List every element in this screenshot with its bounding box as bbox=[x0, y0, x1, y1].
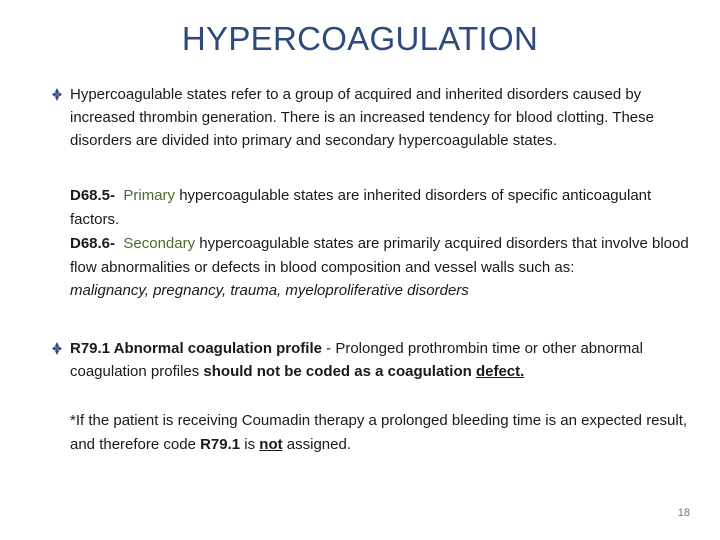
bullet-text: Hypercoagulable states refer to a group of acquired and inherited disorders caused by increased thrombin generation. There is an increased tendency for blood clotting. These disorders are divided into primary and secondary hypercoagulable states. bbox=[70, 86, 654, 149]
d68-6-examples: malignancy, pregnancy, trauma, myeloproliferative disorders bbox=[70, 282, 469, 299]
d68-6-description: hypercoagulable states are primarily acquired disorders that involve blood flow abnormalities or defects in blood composition and vessel walls such as: bbox=[70, 235, 689, 276]
code-d68-5: D68.5- bbox=[70, 187, 116, 204]
primary-label: Primary bbox=[123, 187, 176, 204]
diamond-bullet-icon bbox=[50, 337, 64, 360]
bullet-text bbox=[70, 337, 690, 383]
r79-1-defect-word: defect. bbox=[475, 363, 525, 380]
diamond-bullet-icon bbox=[50, 83, 64, 106]
d68-5-description: hypercoagulable states are inherited disorders of specific anticoagulant factors. bbox=[70, 187, 652, 228]
coumadin-note bbox=[70, 409, 690, 456]
code-d68-6: D68.6- bbox=[70, 235, 116, 252]
slide-title: HYPERCOAGULATION bbox=[181, 20, 539, 57]
note-text-1: *If the patient is receiving Coumadin therapy a prolonged bleeding time is an expected result, and therefore code bbox=[70, 412, 688, 453]
secondary-label: Secondary bbox=[123, 235, 196, 252]
d68-5-entry bbox=[70, 184, 690, 231]
bullet-hypercoagulable-states bbox=[50, 83, 690, 152]
note-code: R79.1 bbox=[200, 435, 241, 453]
r79-1-description: - Prolonged prothrombin time or other abnormal coagulation profiles bbox=[70, 340, 643, 380]
note-text-3: assigned. bbox=[282, 435, 352, 453]
bullet-r79-1 bbox=[50, 337, 690, 383]
r79-1-title: R79.1 Abnormal coagulation profile bbox=[70, 340, 322, 357]
note-text-2: is bbox=[240, 435, 260, 453]
note-not-word: not bbox=[259, 435, 283, 453]
d68-6-entry bbox=[70, 232, 690, 303]
page-number: 18 bbox=[677, 507, 690, 519]
r79-1-bold-phrase: should not be coded as a coagulation bbox=[203, 363, 476, 380]
